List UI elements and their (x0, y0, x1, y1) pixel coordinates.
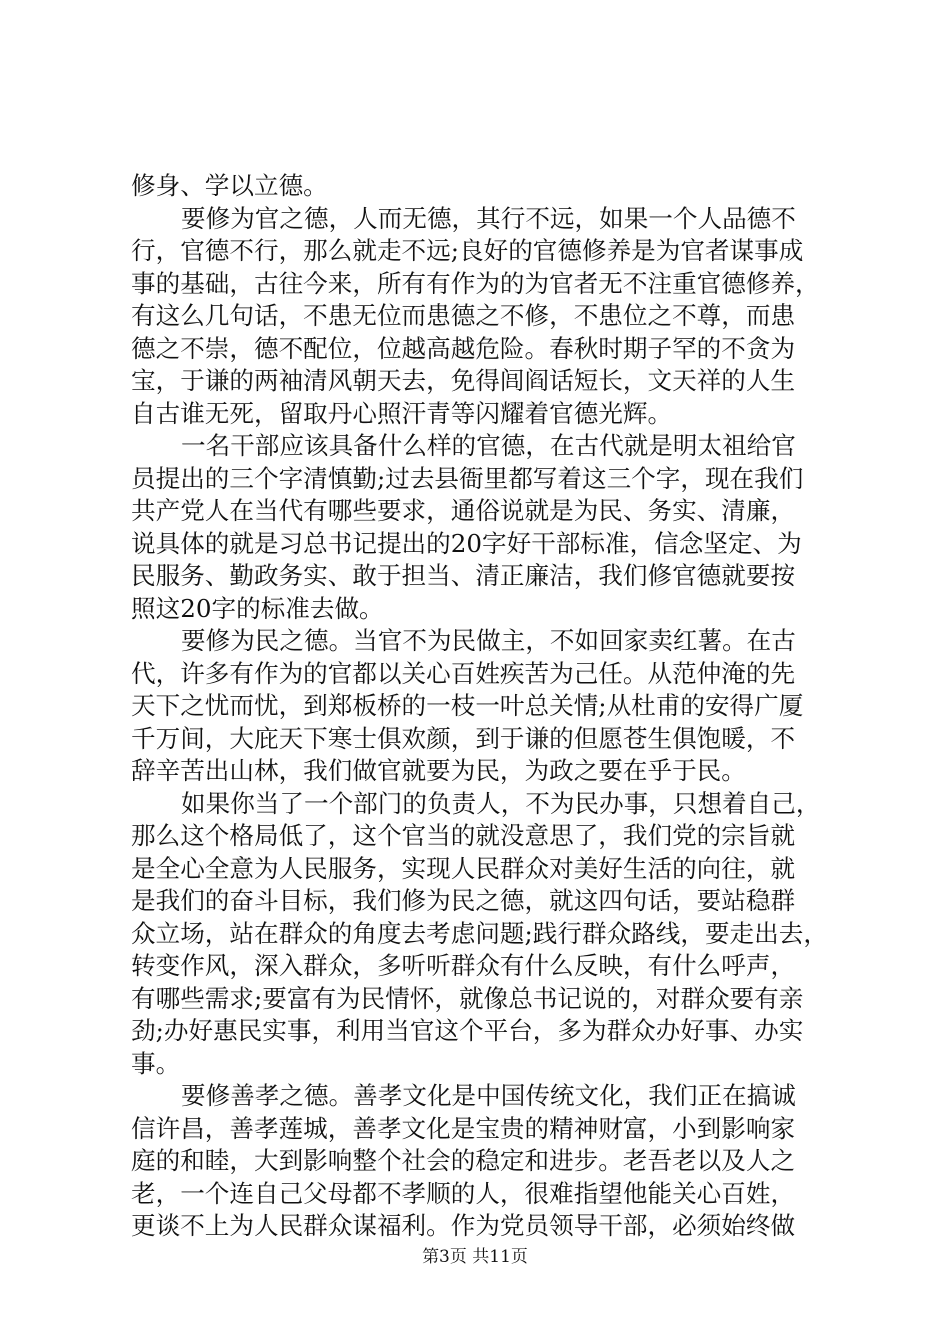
text-line: 那么这个格局低了，这个官当的就没意思了，我们党的宗旨就 (131, 821, 796, 850)
text-line: 德之不崇，德不配位，位越高越危险。春秋时期子罕的不贪为 (131, 333, 796, 363)
text-line: 要修为民之德。当官不为民做主，不如回家卖红薯。在古 (181, 626, 796, 655)
text-line: 要修为官之德，人而无德，其行不远，如果一个人品德不 (181, 203, 796, 233)
text-line: 劲;办好惠民实事，利用当官这个平台，多为群众办好事、办实 (131, 1016, 804, 1045)
text-line: 老，一个连自己父母都不孝顺的人，很难指望他能关心百姓， (131, 1178, 796, 1208)
text-line: 一名干部应该具备什么样的官德，在古代就是明太祖给官 (181, 431, 796, 460)
text-line: 行，官德不行，那么就走不远;良好的官德修养是为官者谋事成 (131, 236, 804, 265)
text-line: 代，许多有作为的官都以关心百姓疾苦为己任。从范仲淹的先 (131, 658, 796, 688)
text-line: 天下之忧而忧，到郑板桥的一枝一叶总关情;从杜甫的安得广厦 (131, 691, 804, 720)
text-line: 宝，于谦的两袖清风朝天去，免得闾阎话短长，文天祥的人生 (131, 366, 796, 395)
page-footer: 第3页 共11页 (422, 1247, 528, 1267)
text-line: 照这20字的标准去做。 (131, 593, 384, 623)
text-line: 要修善孝之德。善孝文化是中国传统文化，我们正在搞诚 (181, 1081, 796, 1110)
text-line: 事。 (131, 1048, 181, 1078)
text-line: 说具体的就是习总书记提出的20字好干部标准，信念坚定、为 (131, 528, 802, 558)
text-line: 员提出的三个字清慎勤;过去县衙里都写着这三个字，现在我们 (131, 463, 804, 493)
text-line: 更谈不上为人民群众谋福利。作为党员领导干部，必须始终做 (131, 1211, 796, 1240)
text-line: 是我们的奋斗目标，我们修为民之德，就这四句话，要站稳群 (131, 886, 796, 915)
text-line: 辞辛苦出山林，我们做官就要为民，为政之要在乎于民。 (131, 756, 746, 785)
text-line: 民服务、勤政务实、敢于担当、清正廉洁，我们修官德就要按 (131, 561, 796, 590)
text-line: 转变作风，深入群众，多听听群众有什么反映，有什么呼声， (131, 951, 796, 980)
text-line: 事的基础，古往今来，所有有作为的为官者无不注重官德修养， (131, 268, 820, 298)
text-line: 有这么几句话，不患无位而患德之不修，不患位之不尊，而患 (131, 301, 796, 330)
text-line: 是全心全意为人民服务，实现人民群众对美好生活的向往，就 (131, 853, 796, 883)
text-line: 自古谁无死，留取丹心照汗青等闪耀着官德光辉。 (131, 398, 673, 428)
text-line: 有哪些需求;要富有为民情怀，就像总书记说的，对群众要有亲 (131, 983, 804, 1013)
text-line: 庭的和睦，大到影响整个社会的稳定和进步。老吾老以及人之 (131, 1146, 796, 1175)
text-line: 信许昌，善孝莲城，善孝文化是宝贵的精神财富，小到影响家 (131, 1113, 796, 1143)
text-line: 千万间，大庇天下寒士俱欢颜，到于谦的但愿苍生俱饱暖，不 (131, 723, 796, 753)
body-text (131, 170, 831, 1243)
text-line: 修身、学以立德。 (131, 171, 328, 200)
text-line: 如果你当了一个部门的负责人，不为民办事，只想着自己， (181, 788, 821, 818)
text-line: 共产党人在当代有哪些要求，通俗说就是为民、务实、清廉， (131, 496, 796, 525)
text-line: 众立场，站在群众的角度去考虑问题;践行群众路线，要走出去， (131, 918, 828, 948)
